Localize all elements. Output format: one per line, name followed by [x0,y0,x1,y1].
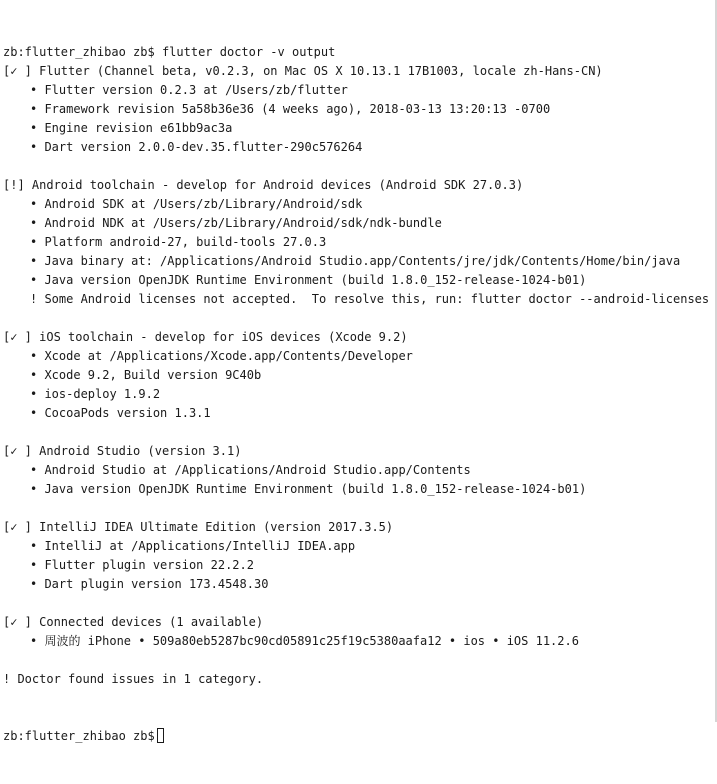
output-line: • Android SDK at /Users/zb/Library/Android/sdk [30,197,363,211]
output-line: [✓ ] iOS toolchain - develop for iOS devices (Xcode 9.2) [3,330,408,344]
output-line: [!] Android toolchain - develop for Android devices (Android SDK 27.0.3) [3,178,524,192]
output-line: • Framework revision 5a58b36e36 (4 weeks ago), 2018-03-13 13:20:13 -0700 [30,102,551,116]
output-line: [✓ ] Flutter (Channel beta, v0.2.3, on Mac OS X 10.13.1 17B1003, locale zh-Hans-CN) [3,64,603,78]
blank-line [3,499,717,518]
output-line: [✓ ] Connected devices (1 available) [3,615,264,629]
output-line: • 周波的 iPhone • 509a80eb5287bc90cd05891c25f19c5380aafa12 • ios • iOS 11.2.6 [30,634,579,648]
output-line: • Engine revision e61bb9ac3a [30,121,233,135]
blank-line [3,423,717,442]
output-line: [✓ ] Android Studio (version 3.1) [3,444,242,458]
output-line: zb:flutter_zhibao zb$ flutter doctor -v output [3,45,336,59]
output-line: • Java version OpenJDK Runtime Environment (build 1.8.0_152-release-1024-b01) [30,273,587,287]
output-line: • Android NDK at /Users/zb/Library/Android/sdk/ndk-bundle [30,216,442,230]
output-line: ! Doctor found issues in 1 category. [3,672,264,686]
output-line: • Platform android-27, build-tools 27.0.3 [30,235,327,249]
text-cursor [157,728,164,743]
prompt-text: zb:flutter_zhibao zb$ [3,729,155,743]
output-line: • ios-deploy 1.9.2 [30,387,161,401]
blank-line [3,157,717,176]
output-line: • Dart version 2.0.0-dev.35.flutter-290c576264 [30,140,363,154]
output-line: • Xcode at /Applications/Xcode.app/Contents/Developer [30,349,413,363]
output-line: • Java binary at: /Applications/Android Studio.app/Contents/jre/jdk/Contents/Home/bin/java [30,254,681,268]
output-line: ! Some Android licenses not accepted. To resolve this, run: flutter doctor --android-licenses [30,292,710,306]
output-line: • Java version OpenJDK Runtime Environment (build 1.8.0_152-release-1024-b01) [30,482,587,496]
command-prompt-line[interactable] [3,727,717,746]
blank-line [3,651,717,670]
terminal-output [3,43,717,689]
output-line: • Flutter plugin version 22.2.2 [30,558,254,572]
output-line: • Flutter version 0.2.3 at /Users/zb/flutter [30,83,348,97]
output-line: • CocoaPods version 1.3.1 [30,406,211,420]
output-line: • IntelliJ at /Applications/IntelliJ IDEA.app [30,539,356,553]
blank-line [3,309,717,328]
output-line: • Android Studio at /Applications/Android Studio.app/Contents [30,463,471,477]
output-line: [✓ ] IntelliJ IDEA Ultimate Edition (version 2017.3.5) [3,520,394,534]
blank-line [3,594,717,613]
output-line: • Xcode 9.2, Build version 9C40b [30,368,262,382]
output-line: • Dart plugin version 173.4548.30 [30,577,269,591]
